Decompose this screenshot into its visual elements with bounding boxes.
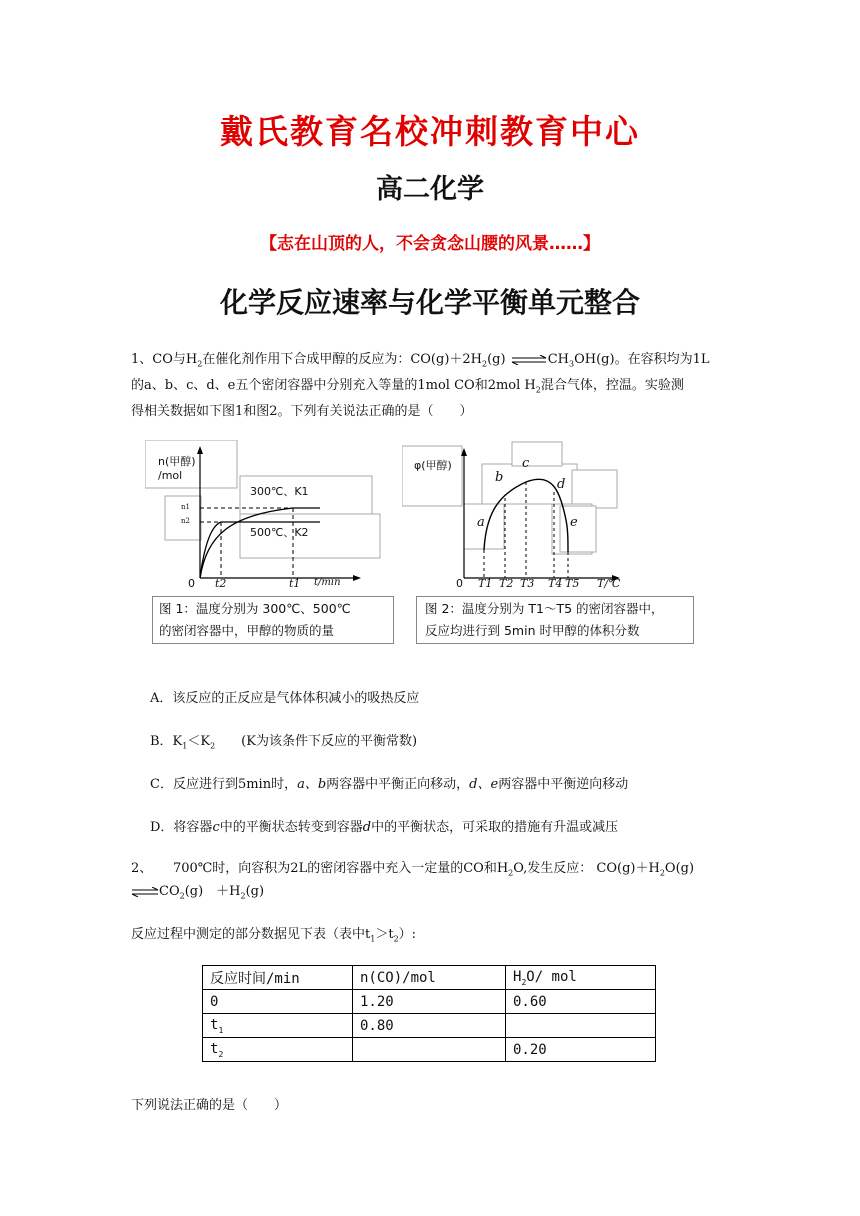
fig1-xunit: t/min (314, 577, 341, 588)
table-cell: 1.20 (353, 990, 506, 1014)
fig1-ylabel-1: n(甲醇) (158, 455, 196, 468)
fig2-point-e: e (570, 515, 578, 530)
fig2-point-b: b (495, 470, 504, 485)
q1-option-b: B．$K_1<K_2$ (K为该条件下反应的平衡常数) (150, 734, 418, 751)
fig1-t2: t2 (215, 577, 227, 590)
fig1-ylabel-2: /mol (158, 469, 183, 482)
table-cell: $t_2$ (203, 1038, 353, 1062)
fig1-tick-n2: n2 (181, 517, 190, 525)
fig2-tick: T3 (520, 577, 535, 590)
table-cell (506, 1014, 656, 1038)
fig2-ylabel: φ(甲醇) (414, 459, 452, 472)
q1-option-c: C．反应进行到5min时，a、b两容器中平衡正向移动，d、e两容器中平衡逆向移动 (150, 777, 629, 792)
table-cell: 0.20 (506, 1038, 656, 1062)
unit-title: 化学反应速率与化学平衡单元整合 (219, 286, 640, 319)
table-cell: $t_1$ (203, 1014, 353, 1038)
table-cell (353, 1038, 506, 1062)
q1-line1: 1、CO与$H_2$在催化剂作用下合成甲醇的反应为：$CO(g)+2H_2(g)$ $CH_3OH(g)$。在容积均为1L (131, 352, 710, 369)
fig1-label-500: 500℃、K2 (250, 526, 309, 539)
fig2-point-d: d (557, 477, 566, 492)
fig2-point-a: a (477, 515, 485, 530)
fig1-origin: 0 (188, 577, 195, 590)
q1-option-d: D．将容器c中的平衡状态转变到容器d中的平衡状态，可采取的措施有升温或减压 (150, 820, 619, 835)
table-cell: 0.60 (506, 990, 656, 1014)
q2-line1: 2、 700℃时，向容积为2L的密闭容器中充入一定量的CO和$H_2O$,发生反应： $CO(g)+H_2O(g)$ (131, 861, 695, 878)
fig1-t1: t1 (289, 577, 301, 590)
table-row (203, 1014, 656, 1038)
fig2-xunit: T/℃ (597, 577, 621, 590)
table-header-cell: n(CO)/mol (353, 966, 506, 990)
fig1-caption: 图 1：温度分别为 300℃、500℃ 的密闭容器中，甲醇的物质的量 (152, 596, 394, 644)
fig2-origin: 0 (456, 577, 463, 590)
fig2-tick: T1 (478, 577, 493, 590)
motto: 【志在山顶的人，不会贪念山腰的风景……】 (260, 234, 600, 254)
data-table (202, 965, 656, 1062)
equilibrium-arrow-icon (131, 887, 159, 897)
table-cell: 0.80 (353, 1014, 506, 1038)
fig2-tick: T4 (548, 577, 563, 590)
table-cell: 0 (203, 990, 353, 1014)
fig2-tick: T5 (565, 577, 580, 590)
school-name: 戴氏教育名校冲刺教育中心 (220, 112, 640, 151)
fig2-tick: T2 (499, 577, 514, 590)
fig1-label-300: 300℃、K1 (250, 485, 309, 498)
table-row (203, 1038, 656, 1062)
q2-line2: $CO_2(g)$ $+H_2(g)$ (131, 880, 264, 901)
table-header-cell: 反应时间/min (203, 966, 353, 990)
q2-intro: 反应过程中测定的部分数据见下表（表中$t_1>t_2$）: (131, 927, 417, 944)
table-header-cell: $H_2O/$ mol (506, 966, 656, 990)
q1-line3: 得相关数据如下图1和图2。下列有关说法正确的是（ ） (131, 404, 473, 419)
table-header-row (203, 966, 656, 990)
fig2-caption: 图 2：温度分别为 T1～T5 的密闭容器中， 反应均进行到 5min 时甲醇的体积分数 (416, 596, 694, 644)
q1-line2: 的a、b、c、d、e五个密闭容器中分别充入等量的1mol CO和2mol $H_2$混合气体，控温。实验测 (131, 378, 684, 395)
q2-question: 下列说法正确的是（ ） (131, 1098, 288, 1113)
fig1-tick-n1: n1 (181, 503, 190, 511)
fig2-point-c: c (522, 456, 530, 471)
equilibrium-arrow-icon (510, 355, 548, 365)
q1-option-a: A．该反应的正反应是气体体积减小的吸热反应 (150, 691, 420, 706)
table-row (203, 990, 656, 1014)
grade-title: 高二化学 (376, 174, 484, 205)
